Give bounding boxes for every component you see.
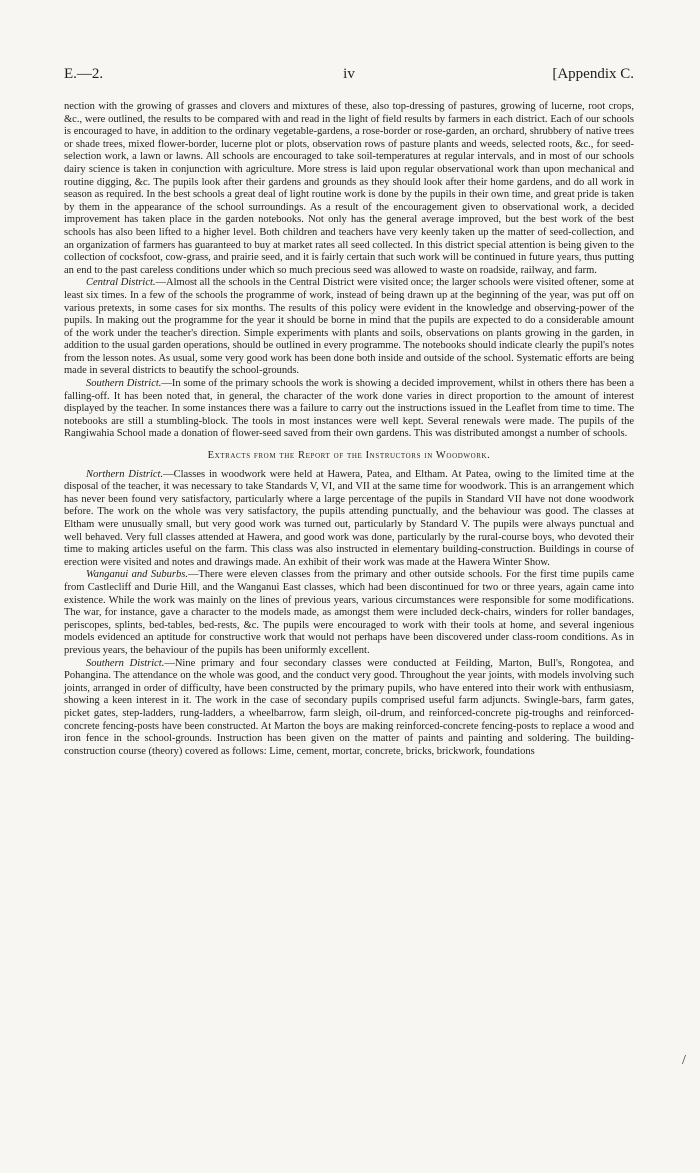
district-heading-wanganui: Wanganui and Suburbs.	[86, 569, 188, 581]
paragraph-text: —Nine primary and four secondary classes were conducted at Feilding, Marton, Bull's, Rongotea, and Pohangina. The attendance on the whole was good, and the conduct very good. Throughout the year joints, with models involving such joints, arranged in order of difficulty, have been constructed by the primary pupils, who have entered into their work with enthusiasm, showing a keen interest in it. The work in the case of secondary pupils comprised useful farm adjuncts. Swingle-bars, farm gates, picket gates, step-ladders, rung-ladders, a wheelbarrow, farm sleigh, oil-drum, and reinforced-concrete pig-troughs and reinforced-concrete fencing-posts have been constructed. At Marton the boys are making reinforced-concrete fencing-posts to replace a wood and iron fence in the school-grounds. Instruction has been given on the matter of paints and painting and soldering. The building-construction course (theory) covered as follows: Lime, cement, mortar, concrete, bricks, brickwork, foundations	[64, 657, 634, 757]
district-heading-central: Central District.	[86, 277, 156, 289]
page-header	[64, 66, 634, 92]
document-body	[64, 101, 634, 758]
section-heading-woodwork: Extracts from the Report of the Instructors in Woodwork.	[207, 450, 491, 462]
paragraph-woodwork-northern	[64, 469, 634, 570]
district-heading-northern: Northern District.	[86, 468, 164, 480]
paragraph-woodwork-wanganui	[64, 569, 634, 657]
paragraph-southern-district	[64, 378, 634, 441]
header-page-number: iv	[343, 66, 355, 82]
paragraph-text: —Almost all the schools in the Central District were visited once; the larger schools were visited oftener, some at least six times. In a few of the schools the programme of work, instead of being drawn up at the beginning of the year, was put off on various pretexts, in some cases for six months. The results of this policy were evident in the knowledge and observing-power of the pupils. In making out the programme for the year it should be borne in mind that the pupils are expected to do a considerable amount of the work under the teacher's direction. Simple experiments with plants and soils, observations on plants growing in the garden, in addition to the usual garden operations, should be outlined in every programme. The notebooks should indicate clearly the pupil's notes from the lesson notes. As usual, some very good work has been done both inside and outside of the school. Systematic efforts are being made in several districts to beautify the school-grounds.	[64, 277, 634, 377]
paragraph-text: —In some of the primary schools the work is showing a decided improvement, whilst in others there has been a falling-off. It has been noted that, in general, the character of the work done varies in direct proportion to the amount of interest displayed by the teacher. In some instances there was a failure to carry out the instructions issued in the Leaflet from time to time. The notebooks are still a stumbling-block. The tools in most instances were well kept. Several renewals were made. The pupils of the Rangiwahia School made a donation of flower-seed saved from their own gardens. This was distributed amongst a number of schools.	[64, 378, 634, 440]
district-heading-southern: Southern District.	[86, 378, 162, 390]
paragraph-text: —There were eleven classes from the primary and other outside schools. For the first time pupils came from Castlecliff and Durie Hill, and the Wanganui East classes, which had been discontinued for two or three years, again came into existence. While the work was mainly on the lines of previous years, various circumstances were responsible for some modifications. The war, for instance, gave a character to the models made, as amongst them were included deck-chairs, winders for roller bandages, periscopes, splints, bed-tables, bed-rests, &c. The pupils were encouraged to work with their tools at home, and several ingenious models evidenced an aptitude for constructive work that would not perhaps have been discovered under class-room conditions. As in previous years, the behaviour of the pupils has been uniformly excellent.	[64, 569, 634, 656]
header-report-number: E.—2.	[64, 66, 104, 82]
paragraph-garden-work	[64, 101, 634, 277]
paragraph-text: —Classes in woodwork were held at Hawera, Patea, and Eltham. At Patea, owing to the limited time at the disposal of the teacher, it was necessary to take Standards V, VI, and VII at the same time for woodwork. This is an arrangement which has never been found very satisfactory, particularly where a large percentage of the pupils in Standard VII have not done woodwork before. The work on the whole was very satisfactory, the pupils attending punctually, and the behaviour was good. The classes at Eltham were unusually small, but very good work was turned out, particularly by Standard V. The pupils were always punctual and well behaved. Very full classes attended at Hawera, and good work was done, particularly by the rural-course boys, who devoted their time to making articles useful on the farm. This class was also instructed in elementary building-construction. Buildings in course of erection were visited and notes and drawings made. An exhibit of their work was made at the Hawera Winter Show.	[64, 468, 634, 568]
margin-mark: /	[682, 1053, 686, 1068]
header-appendix-label: [Appendix C.	[552, 66, 634, 82]
district-heading-southern-woodwork: Southern District.	[86, 657, 165, 669]
paragraph-woodwork-southern	[64, 658, 634, 759]
paragraph-central-district	[64, 277, 634, 378]
paragraph-text: nection with the growing of grasses and clovers and mixtures of these, also top-dressing of pastures, growing of lucerne, root crops, &c., were outlined, the results to be compared with and read in the light of field results by farmers in each district. Each of our schools is encouraged to have, in addition to the ordinary vegetable-gardens, a rose-border or rose-garden, an orchard, shrubbery of native trees or shade trees, mixed flower-border, lucerne plot or plots, observation rows of pasture plants and weeds, selected roots, &c., for seed-selection work, a lawn or lawns. All schools are encouraged to take soil-temperatures at regular intervals, and in most of our schools dairy science is taken in conjunction with agriculture. More stress is laid upon regular observational work than upon mechanical and routine digging, &c. The pupils look after their gardens and grounds as they should look after their home gardens, and do all work in season as required. In the best schools a great deal of light routine work is done by the pupils in their own time, and great pride is taken by them in the appearance of the school surroundings. As a result of the encouragement given to observational work, a decided improvement has taken place in the garden notebooks. Not only has the general average improved, but the best work of the best schools has also been lifted to a higher level. Both children and teachers have very keenly taken up the matter of seed-collection, and an organization of farmers has guaranteed to buy at market rates all seed collected. In this district special attention is being given to the collection of cocksfoot, cow-grass, and prairie seed, and it is fairly certain that such work will be continued in future years, thus putting an end to the past careless conditions under which so much precious seed was allowed to waste on roadside, railway, and farm.	[64, 101, 634, 276]
